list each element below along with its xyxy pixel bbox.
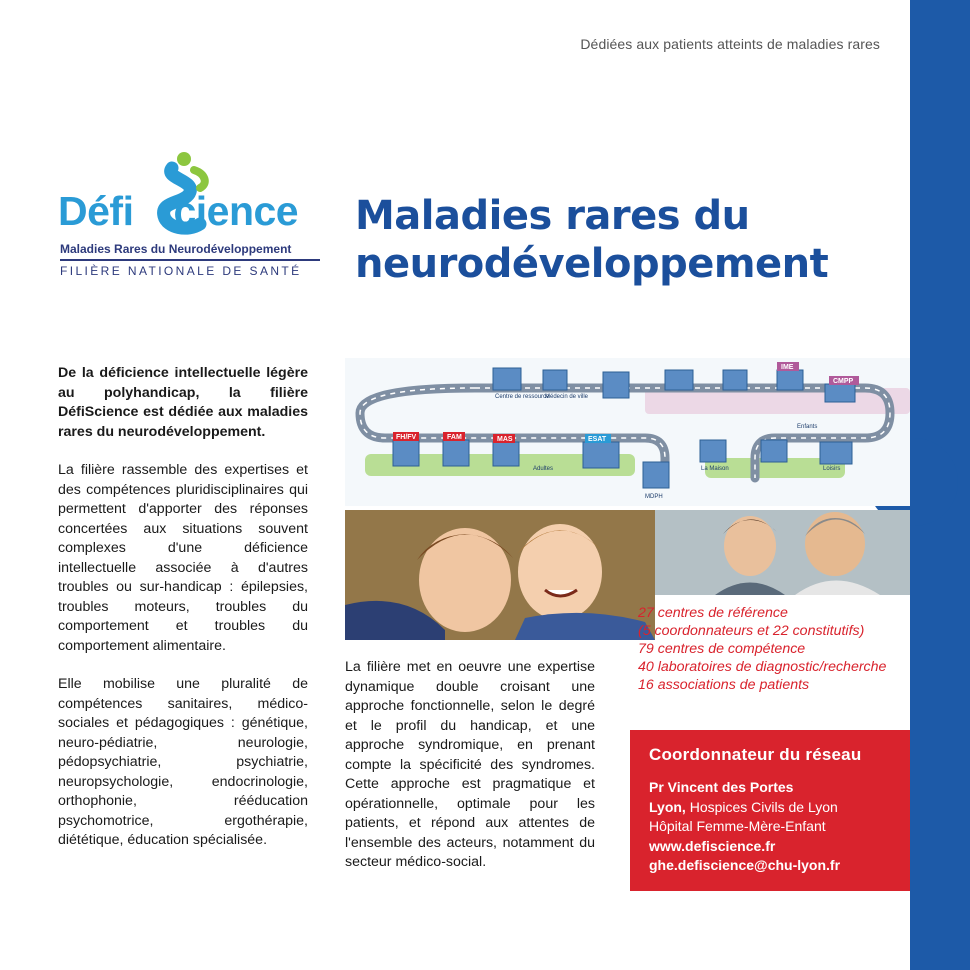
column-left (58, 364, 308, 870)
stat-line: 79 centres de compétence (638, 641, 806, 657)
defiscience-logo (58, 150, 323, 285)
contact-institution: Lyon, Hospices Civils de Lyon (649, 798, 838, 815)
diagram-tag: IME (781, 364, 794, 371)
logo-tagline: FILIÈRE NATIONALE DE SANTÉ (60, 264, 302, 278)
email-link[interactable]: ghe.defiscience@chu-lyon.fr (649, 857, 841, 873)
lead-paragraph: De la déficience intellectuelle légère au polyhandicap, la filière DéfiScience est dédiée aux maladies rares du neurodéveloppement. (58, 365, 308, 440)
photo-adults (655, 510, 910, 595)
diagram-label: Loisirs (823, 466, 841, 472)
diagram-label: La Maison (701, 466, 729, 472)
logo-divider (60, 259, 320, 261)
running-header: Dédiées aux patients atteints de maladies rares (580, 36, 880, 52)
diagram-label: Enfants (797, 424, 818, 430)
stat-line: 16 associations de patients (638, 677, 810, 693)
contact-box (630, 730, 910, 891)
logo-subtitle: Maladies Rares du Neurodéveloppement (60, 242, 292, 256)
contact-heading: Coordonnateur du réseau (649, 745, 862, 764)
title-line-1: Maladies rares du (355, 193, 750, 239)
care-pathway-diagram (345, 358, 910, 506)
body-paragraph: La filière met en oeuvre une expertise dynamique double croisant une approche fonctionnelle, selon le degré et le profil du handicap, et une approche syndromique, en prenant compte la spécificité des syndromes. Cette approche est pragmatique et opérationnelle, optimale pour les patients, et répond aux attentes de l'ensemble des acteurs, notamment du secteur médico-social. (345, 659, 595, 870)
pathway-illustration (345, 358, 910, 506)
diagram-tag: MAS (497, 436, 513, 443)
diagram-label: MDPH (645, 494, 663, 500)
column-middle (345, 658, 595, 873)
diagram-label: Adultes (533, 466, 554, 472)
stat-line: 40 laboratoires de diagnostic/recherche (638, 659, 887, 675)
diagram-label: Médecin de ville (545, 394, 589, 400)
statistics-list (638, 604, 908, 694)
diagram-tag: FAM (447, 434, 462, 441)
body-paragraph: Elle mobilise une pluralité de compétences sanitaires, médico-sociales et pédagogiques : génétique, neuro-pédiatrie, neurologie, pédopsychiatrie, psychiatrie, neuropsychologie, endocrinologie, orthophonie, rééducation psychomotrice, ergothérapie, diététique, éducation spécialisée. (58, 676, 308, 848)
website-link[interactable]: www.defiscience.fr (649, 837, 776, 854)
contact-name: Pr Vincent des Portes (649, 779, 794, 795)
title-line-2: neurodéveloppement (355, 241, 829, 287)
diagram-tag: CMPP (833, 378, 854, 385)
diagram-tag: ESAT (588, 436, 607, 443)
page-title (355, 192, 875, 288)
stat-line: (5 coordonnateurs et 22 constitutifs) (638, 623, 865, 639)
contact-hospital: Hôpital Femme-Mère-Enfant (649, 818, 826, 834)
body-paragraph: La filière rassemble des expertises et des compétences pluridisciplinaires qui permettent d'apporter des réponses concertées aux situations souvent complexes d'une déficience intellectuelle associée à d'autres troubles ou sur-handicap : épilepsies, troubles moteurs, troubles du comportement et troubles du comportement alimentaire. (58, 462, 308, 654)
logo-wordmark: Défi cience (58, 188, 299, 234)
photo-children (345, 510, 655, 640)
diagram-label: Centre de ressource (495, 394, 550, 400)
stat-line: 27 centres de référence (638, 605, 788, 621)
diagram-tag: FH/FV (396, 434, 417, 441)
